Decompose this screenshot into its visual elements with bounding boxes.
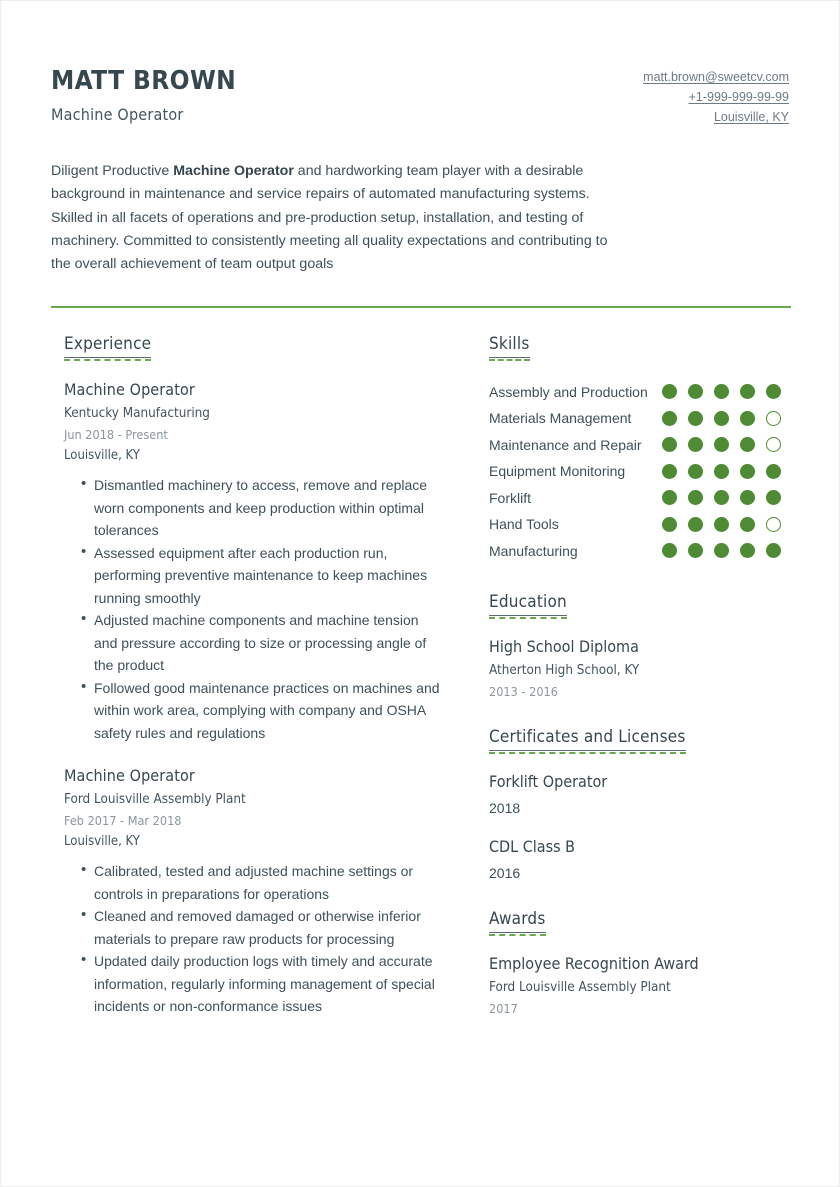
professional-summary (51, 160, 611, 276)
rating-dot-filled (740, 384, 755, 399)
education-dates: 2013 - 2016 (489, 683, 558, 699)
rating-dot-filled (714, 411, 729, 426)
experience-location: Louisville, KY (64, 834, 140, 850)
skill-label: Forklift (489, 489, 531, 506)
contact-phone[interactable]: +1-999-999-99-99 (688, 90, 789, 104)
certificate-entry (489, 772, 781, 816)
award-organization: Ford Louisville Assembly Plant (489, 979, 671, 995)
award-entry (489, 954, 781, 1016)
rating-dot-filled (688, 490, 703, 505)
rating-dot-filled (688, 543, 703, 558)
bullet-item: • Calibrated, tested and adjusted machine settings or controls in preparations for operations (81, 860, 441, 905)
rating-dot-filled (688, 437, 703, 452)
job-title: Machine Operator (51, 104, 184, 124)
resume-header (51, 63, 789, 127)
summary-rest: and hardworking team player with a desirable background in maintenance and service repairs of automated manufacturing systems. Skilled in all facets of operations and pre-production setup, installation, and testing of machinery. Committed to consistently meeting all quality expectations and contributing to the overall achievement of team output goals (51, 163, 608, 273)
skill-label: Assembly and Production (489, 383, 648, 400)
rating-dot-filled (740, 543, 755, 558)
awards-heading: Awards (489, 909, 546, 933)
skill-label: Materials Management (489, 410, 632, 427)
right-column (441, 334, 781, 1026)
skill-row (489, 484, 781, 511)
rating-dot-empty (766, 411, 781, 426)
skill-label: Hand Tools (489, 516, 559, 533)
award-title: Employee Recognition Award (489, 953, 699, 973)
skill-row (489, 537, 781, 564)
rating-dot-filled (662, 543, 677, 558)
section-awards (489, 909, 781, 1016)
full-name: MATT BROWN (51, 66, 237, 96)
experience-dates: Jun 2018 - Present (64, 427, 168, 443)
rating-dot-filled (766, 464, 781, 479)
skill-rating (662, 411, 781, 426)
skill-rating (662, 384, 781, 399)
rating-dot-filled (662, 384, 677, 399)
education-school: Atherton High School, KY (489, 662, 640, 678)
rating-dot-filled (714, 543, 729, 558)
skill-label: Maintenance and Repair (489, 436, 642, 453)
rating-dot-filled (740, 517, 755, 532)
content-columns (51, 334, 789, 1026)
skills-heading: Skills (489, 334, 530, 358)
bullet-item: • Updated daily production logs with timely and accurate information, regularly informing management of special incidents or non-conformance issues (81, 950, 441, 1018)
rating-dot-filled (688, 411, 703, 426)
rating-dot-filled (662, 437, 677, 452)
award-year: 2017 (489, 1000, 518, 1016)
skill-label: Manufacturing (489, 542, 578, 559)
experience-entry (64, 766, 441, 1018)
rating-dot-filled (662, 490, 677, 505)
certificate-entry (489, 837, 781, 881)
rating-dot-filled (714, 490, 729, 505)
rating-dot-filled (714, 464, 729, 479)
bullet-item: • Followed good maintenance practices on machines and within work area, complying with company and OSHA safety rules and regulations (81, 677, 441, 745)
rating-dot-filled (766, 384, 781, 399)
skill-row (489, 431, 781, 458)
education-entry (489, 637, 781, 699)
bullet-item: • Adjusted machine components and machine tension and pressure according to size or processing angle of the product (81, 609, 441, 677)
summary-bold-role: Machine Operator (173, 163, 294, 179)
rating-dot-filled (688, 464, 703, 479)
rating-dot-filled (688, 517, 703, 532)
skill-row (489, 511, 781, 538)
rating-dot-filled (688, 384, 703, 399)
experience-bullets (64, 860, 441, 1018)
certificate-title: Forklift Operator (489, 771, 608, 791)
rating-dot-filled (766, 543, 781, 558)
rating-dot-filled (766, 490, 781, 505)
bullet-item: • Cleaned and removed damaged or otherwise inferior materials to prepare raw products for processing (81, 905, 441, 950)
certificates-heading: Certificates and Licenses (489, 727, 686, 751)
skill-rating (662, 543, 781, 558)
education-degree: High School Diploma (489, 636, 639, 656)
skill-rating (662, 517, 781, 532)
certificate-title: CDL Class B (489, 836, 576, 856)
experience-entry (64, 380, 441, 744)
contact-location[interactable]: Louisville, KY (713, 110, 789, 124)
rating-dot-filled (662, 411, 677, 426)
contact-email[interactable]: matt.brown@sweetcv.com (643, 70, 789, 84)
section-experience (64, 334, 441, 1018)
experience-heading: Experience (64, 334, 151, 358)
certificate-year: 2018 (489, 799, 521, 816)
experience-bullets (64, 474, 441, 744)
skill-rating (662, 464, 781, 479)
summary-lead: Diligent Productive (51, 163, 174, 179)
rating-dot-filled (714, 384, 729, 399)
experience-organization: Ford Louisville Assembly Plant (64, 792, 246, 808)
section-education (489, 592, 781, 699)
rating-dot-filled (740, 437, 755, 452)
skill-row (489, 405, 781, 432)
experience-organization: Kentucky Manufacturing (64, 406, 210, 422)
skill-row (489, 458, 781, 485)
skill-rating (662, 437, 781, 452)
rating-dot-filled (714, 517, 729, 532)
section-skills (489, 334, 781, 564)
experience-title: Machine Operator (64, 766, 195, 786)
bullet-item: • Dismantled machinery to access, remove and replace worn components and keep production within optimal tolerances (81, 474, 441, 542)
experience-location: Louisville, KY (64, 448, 140, 464)
certificate-year: 2016 (489, 864, 521, 881)
rating-dot-filled (740, 411, 755, 426)
contact-list (643, 63, 789, 127)
skill-row (489, 378, 781, 405)
rating-dot-filled (662, 464, 677, 479)
rating-dot-filled (740, 490, 755, 505)
rating-dot-empty (766, 437, 781, 452)
section-certificates (489, 727, 781, 881)
rating-dot-filled (714, 437, 729, 452)
left-column (51, 334, 441, 1026)
skill-rating (662, 490, 781, 505)
header-divider (51, 306, 791, 308)
skill-label: Equipment Monitoring (489, 463, 626, 480)
rating-dot-filled (740, 464, 755, 479)
experience-title: Machine Operator (64, 380, 195, 400)
experience-dates: Feb 2017 - Mar 2018 (64, 813, 182, 829)
identity-block (51, 63, 236, 124)
skill-list (489, 378, 781, 564)
bullet-item: • Assessed equipment after each production run, performing preventive maintenance to keep machines running smoothly (81, 542, 441, 610)
rating-dot-filled (662, 517, 677, 532)
rating-dot-empty (766, 517, 781, 532)
education-heading: Education (489, 592, 567, 616)
